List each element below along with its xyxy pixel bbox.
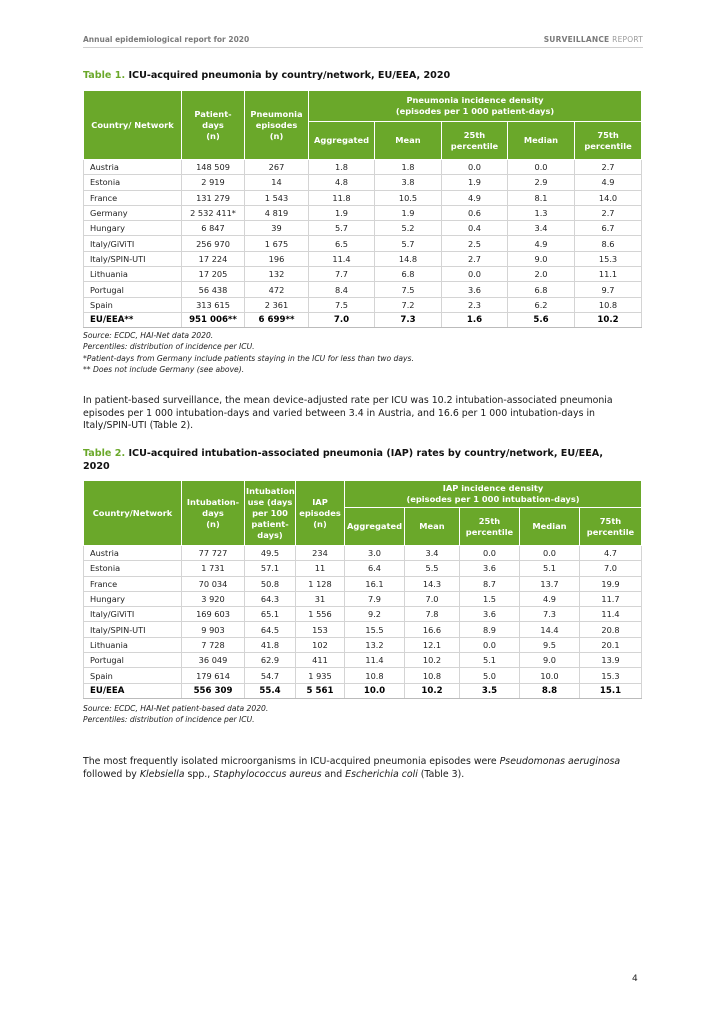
table-cell: 8.9 [460,622,520,637]
table-cell: 31 [296,591,345,606]
table-cell: 7.5 [375,282,442,297]
table-cell: 6 847 [182,221,245,236]
table-cell: 39 [245,221,309,236]
table-cell: 77 727 [182,546,245,561]
table-cell: 5.2 [375,221,442,236]
t1-col-episodes [245,91,309,160]
table-cell: 148 509 [182,160,245,175]
table-cell: 7.0 [580,561,642,576]
table-cell: 10.0 [345,683,405,698]
table-cell: 64.5 [245,622,296,637]
table-cell: 6.5 [309,236,375,251]
table-cell: 2.7 [575,160,642,175]
table-cell: 11.4 [580,607,642,622]
table2-percentiles-note: Percentiles: distribution of incidence per ICU. [83,715,255,725]
text-run: Escherichia coli [345,768,418,780]
table-cell: 7.9 [345,591,405,606]
header-text: days) [257,529,283,540]
t2-col-iap-episodes [296,481,345,546]
header-text: Country/Network [92,507,173,518]
text-run: REPORT [612,35,643,44]
table-cell: 1.9 [442,175,508,190]
table-cell: 2.5 [442,236,508,251]
header-text: Country/ Network [91,119,174,130]
table-cell: 11.4 [345,653,405,668]
table-cell: 2 532 411* [182,205,245,220]
table-cell: 10.8 [405,668,460,683]
header-text: (n) [206,518,220,529]
table-row [84,591,642,606]
row-label-cell: Spain [84,297,182,312]
header-text: Mean [419,521,445,531]
table-cell: 4.7 [580,546,642,561]
table-row [84,561,642,576]
table-cell: 3 920 [182,591,245,606]
table-cell: 14.8 [375,251,442,266]
table-cell: 7.0 [309,312,375,327]
table-cell: 2.7 [442,251,508,266]
row-label-cell: Italy/SPIN-UTI [84,622,182,637]
table-cell: 7.3 [375,312,442,327]
table-cell: 0.6 [442,205,508,220]
t2-col-density-group [345,481,642,508]
table-cell: 411 [296,653,345,668]
table-cell: 3.8 [375,175,442,190]
table-cell: 65.1 [245,607,296,622]
table-cell: 4.9 [520,591,580,606]
table-cell: 10.5 [375,190,442,205]
table-row [84,607,642,622]
t2-col-mean [405,508,460,546]
row-label-cell: Lithuania [84,267,182,282]
table-cell: 9.2 [345,607,405,622]
table-cell: 49.5 [245,546,296,561]
row-label-cell: Spain [84,668,182,683]
table-cell: 11 [296,561,345,576]
table-cell: 256 970 [182,236,245,251]
table-cell: 5.1 [460,653,520,668]
table-cell: 3.5 [460,683,520,698]
table-cell: 7.8 [405,607,460,622]
table-cell: 5.1 [520,561,580,576]
table-cell: 6.8 [508,282,575,297]
table-cell: 17 224 [182,251,245,266]
text-run: Staphylococcus aureus [213,768,322,780]
t1-col-p75 [575,122,642,160]
table1-eu-note: ** Does not include Germany (see above). [83,365,245,375]
table-cell: 0.0 [508,160,575,175]
table1-caption [83,69,450,82]
table-cell: 3.6 [460,561,520,576]
header-text: Intubation [246,485,295,496]
row-label-cell: EU/EEA [84,683,182,698]
row-label-cell: France [84,190,182,205]
table1-notes [83,330,414,376]
table-cell: 56 438 [182,282,245,297]
row-label-cell: Portugal [84,653,182,668]
row-label-cell: Austria [84,546,182,561]
table-row [84,546,642,561]
table-cell: 3.6 [442,282,508,297]
table-cell: 0.0 [442,267,508,282]
header-text: 25th [478,515,501,526]
table-cell: 179 614 [182,668,245,683]
header-text: Median [523,135,559,145]
header-text: IAP incidence density [442,483,544,493]
table-cell: 7.5 [309,297,375,312]
table-row [84,653,642,668]
row-label-cell: Estonia [84,561,182,576]
report-title: Annual epidemiological report for 2020 [83,35,250,44]
header-text: percentile [465,526,514,537]
table-cell: 3.4 [508,221,575,236]
table-cell: 57.1 [245,561,296,576]
row-label-cell: Italy/GiViTI [84,607,182,622]
table-cell: 6 699** [245,312,309,327]
header-text: percentile [586,526,635,537]
table-cell: 11.8 [309,190,375,205]
table-cell: 1 556 [296,607,345,622]
table-cell: 9.5 [520,637,580,652]
table2 [83,480,642,699]
header-text: (episodes per 1 000 patient-days) [395,106,555,116]
report-type [544,35,643,44]
header-text: use (days [247,496,293,507]
table-cell: 4 819 [245,205,309,220]
table-cell: 0.0 [520,546,580,561]
table-cell: 3.4 [405,546,460,561]
header-text: percentile [584,140,632,151]
table-row [84,175,642,190]
page-header [83,35,643,48]
t2-col-p25 [460,508,520,546]
header-text: Pneumonia [250,108,303,119]
table-cell: 55.4 [245,683,296,698]
table-cell: 3.0 [345,546,405,561]
row-label-cell: Austria [84,160,182,175]
text-run: and [321,768,346,780]
table-row [84,236,642,251]
table-cell: 15.1 [580,683,642,698]
t1-col-density-group [309,91,642,122]
header-text: IAP [312,496,328,507]
t2-col-median [520,508,580,546]
table-cell: 17 205 [182,267,245,282]
paragraph-2 [83,756,643,781]
header-text: days [202,119,224,130]
table-cell: 7.7 [309,267,375,282]
header-text: Aggregated [313,135,370,145]
table1-percentiles-note: Percentiles: distribution of incidence per ICU. [83,342,255,352]
text-run: Klebsiella [139,768,185,780]
table2-caption [83,447,643,473]
table-cell: 8.4 [309,282,375,297]
table-cell: 2.9 [508,175,575,190]
table2-title: ICU-acquired intubation-associated pneumonia (IAP) rates by country/network, EU/EEA, [128,448,604,459]
row-label-cell: EU/EEA** [84,312,182,327]
table-cell: 4.8 [309,175,375,190]
text-run: followed by [83,768,140,780]
t1-col-median [508,122,575,160]
table-cell: 102 [296,637,345,652]
table-cell: 11.7 [580,591,642,606]
table-cell: 10.2 [405,683,460,698]
t1-col-patient-days [182,91,245,160]
table-row [84,297,642,312]
table-row [84,160,642,175]
table1-title: ICU-acquired pneumonia by country/network, EU/EEA, 2020 [128,70,451,81]
row-label-cell: Italy/SPIN-UTI [84,251,182,266]
table2-source: Source: ECDC, HAI-Net patient-based data 2020. [83,704,269,713]
table-cell: 1 675 [245,236,309,251]
table2-label: Table 2. [83,448,126,459]
table-cell: 4.9 [508,236,575,251]
table-cell: 10.0 [520,668,580,683]
table-cell: 267 [245,160,309,175]
table-cell: 16.6 [405,622,460,637]
table-cell: 131 279 [182,190,245,205]
header-text: (n) [206,130,220,141]
table-cell: 13.7 [520,576,580,591]
table-row [84,205,642,220]
table-cell: 14.3 [405,576,460,591]
table-cell: 15.3 [580,668,642,683]
table-cell: 10.2 [405,653,460,668]
table-cell: 19.9 [580,576,642,591]
table-cell: 1.5 [460,591,520,606]
text-run: The most frequently isolated microorganisms in ICU-acquired pneumonia episodes were [83,756,500,767]
table-cell: 7 728 [182,637,245,652]
table-cell: 1 731 [182,561,245,576]
table-cell: 472 [245,282,309,297]
table-row [84,576,642,591]
t2-col-intubation-days [182,481,245,546]
table-cell: 4.9 [442,190,508,205]
table-cell: 12.1 [405,637,460,652]
table-cell: 7.3 [520,607,580,622]
table-row [84,668,642,683]
t2-col-country [84,481,182,546]
table-cell: 15.3 [575,251,642,266]
table-cell: 5.6 [508,312,575,327]
table-cell: 9.7 [575,282,642,297]
header-text: (episodes per 1 000 intubation-days) [406,494,580,504]
row-label-cell: Portugal [84,282,182,297]
header-text: per 100 [252,507,288,518]
table-cell: 20.1 [580,637,642,652]
table-cell: 0.0 [460,637,520,652]
table-cell: 6.2 [508,297,575,312]
table-cell: 2.7 [575,205,642,220]
table-total-row [84,312,642,327]
table-cell: 5.5 [405,561,460,576]
table-cell: 10.2 [575,312,642,327]
table-cell: 7.0 [405,591,460,606]
header-text: (n) [313,518,327,529]
table-cell: 15.5 [345,622,405,637]
table-cell: 64.3 [245,591,296,606]
table-cell: 9 903 [182,622,245,637]
table-cell: 8.1 [508,190,575,205]
table1 [83,90,642,328]
header-text: Patient- [194,108,232,119]
text-run: SURVEILLANCE [543,35,610,44]
table-cell: 153 [296,622,345,637]
table-row [84,622,642,637]
header-text: episodes [255,119,298,130]
header-text: 75th [599,515,622,526]
table-cell: 1 543 [245,190,309,205]
table-row [84,251,642,266]
table-cell: 62.9 [245,653,296,668]
table-cell: 14 [245,175,309,190]
table-cell: 1.3 [508,205,575,220]
header-text: Pneumonia incidence density [406,95,544,105]
t2-col-intubation-use [245,481,296,546]
table-cell: 2.3 [442,297,508,312]
table-cell: 70 034 [182,576,245,591]
header-text: Aggregated [346,521,403,531]
row-label-cell: Italy/GiViTI [84,236,182,251]
t1-col-country [84,91,182,160]
table-cell: 9.0 [520,653,580,668]
header-text: Mean [395,135,421,145]
table-row [84,190,642,205]
table-cell: 132 [245,267,309,282]
table-cell: 1.9 [375,205,442,220]
table-cell: 313 615 [182,297,245,312]
header-text: 75th [597,129,619,140]
table2-title-line2: 2020 [83,461,110,472]
header-text: percentile [450,140,499,151]
table-cell: 1.9 [309,205,375,220]
table-cell: 4.9 [575,175,642,190]
table-cell: 36 049 [182,653,245,668]
table-cell: 5.7 [309,221,375,236]
table1-germany-note: *Patient-days from Germany include patients staying in the ICU for less than two days. [83,353,414,363]
text-run: Pseudomonas aeruginosa [499,756,621,767]
row-label-cell: Lithuania [84,637,182,652]
table-cell: 5 561 [296,683,345,698]
header-text: (n) [269,130,284,141]
row-label-cell: Germany [84,205,182,220]
table-cell: 14.0 [575,190,642,205]
table-cell: 1 128 [296,576,345,591]
table-cell: 14.4 [520,622,580,637]
t1-col-mean [375,122,442,160]
table-cell: 6.7 [575,221,642,236]
t2-col-p75 [580,508,642,546]
t2-col-aggregated [345,508,405,546]
table-cell: 13.9 [580,653,642,668]
paragraph-1: In patient-based surveillance, the mean device-adjusted rate per ICU was 10.2 intubation-associated pneumonia episodes per 1 000 intubation-days and varied between 3.4 in Austria, and 16.6 per 1 000 intubation-days in Italy/SPIN-UTI (Table 2). [83,395,613,432]
header-text: episodes [299,507,341,518]
table1-source: Source: ECDC, HAI-Net data 2020. [83,331,214,340]
table-cell: 10.8 [345,668,405,683]
table-cell: 2 361 [245,297,309,312]
table-cell: 556 309 [182,683,245,698]
table-cell: 6.4 [345,561,405,576]
table-cell: 13.2 [345,637,405,652]
table-cell: 16.1 [345,576,405,591]
row-label-cell: Estonia [84,175,182,190]
table-cell: 3.6 [460,607,520,622]
t1-col-p25 [442,122,508,160]
table-cell: 8.6 [575,236,642,251]
table-cell: 951 006** [182,312,245,327]
table-cell: 0.0 [442,160,508,175]
table-row [84,637,642,652]
table-cell: 9.0 [508,251,575,266]
table-cell: 0.0 [460,546,520,561]
table-cell: 2.0 [508,267,575,282]
row-label-cell: France [84,576,182,591]
table-row [84,221,642,236]
header-text: Median [532,521,567,531]
table-cell: 5.7 [375,236,442,251]
table-cell: 11.4 [309,251,375,266]
header-text: days [202,507,224,518]
table-cell: 169 603 [182,607,245,622]
table2-notes [83,703,268,726]
table-total-row [84,683,642,698]
table-cell: 0.4 [442,221,508,236]
table-cell: 1.6 [442,312,508,327]
table-cell: 20.8 [580,622,642,637]
table-cell: 1.8 [309,160,375,175]
header-text: Intubation- [186,496,240,507]
table-cell: 54.7 [245,668,296,683]
text-run: spp., [184,768,214,780]
table-cell: 1.8 [375,160,442,175]
table-row [84,282,642,297]
t1-col-aggregated [309,122,375,160]
table1-label: Table 1. [83,70,126,81]
text-run: (Table 3). [417,768,465,780]
table-cell: 196 [245,251,309,266]
table-row [84,267,642,282]
table-cell: 8.8 [520,683,580,698]
table-cell: 1 935 [296,668,345,683]
table-cell: 7.2 [375,297,442,312]
table-cell: 10.8 [575,297,642,312]
table-cell: 50.8 [245,576,296,591]
table-cell: 5.0 [460,668,520,683]
table-cell: 234 [296,546,345,561]
page-number: 4 [632,974,638,984]
table-cell: 6.8 [375,267,442,282]
header-text: patient- [251,518,289,529]
table-cell: 8.7 [460,576,520,591]
table-cell: 2 919 [182,175,245,190]
header-text: 25th [463,129,486,140]
row-label-cell: Hungary [84,221,182,236]
table-cell: 11.1 [575,267,642,282]
row-label-cell: Hungary [84,591,182,606]
table-cell: 41.8 [245,637,296,652]
